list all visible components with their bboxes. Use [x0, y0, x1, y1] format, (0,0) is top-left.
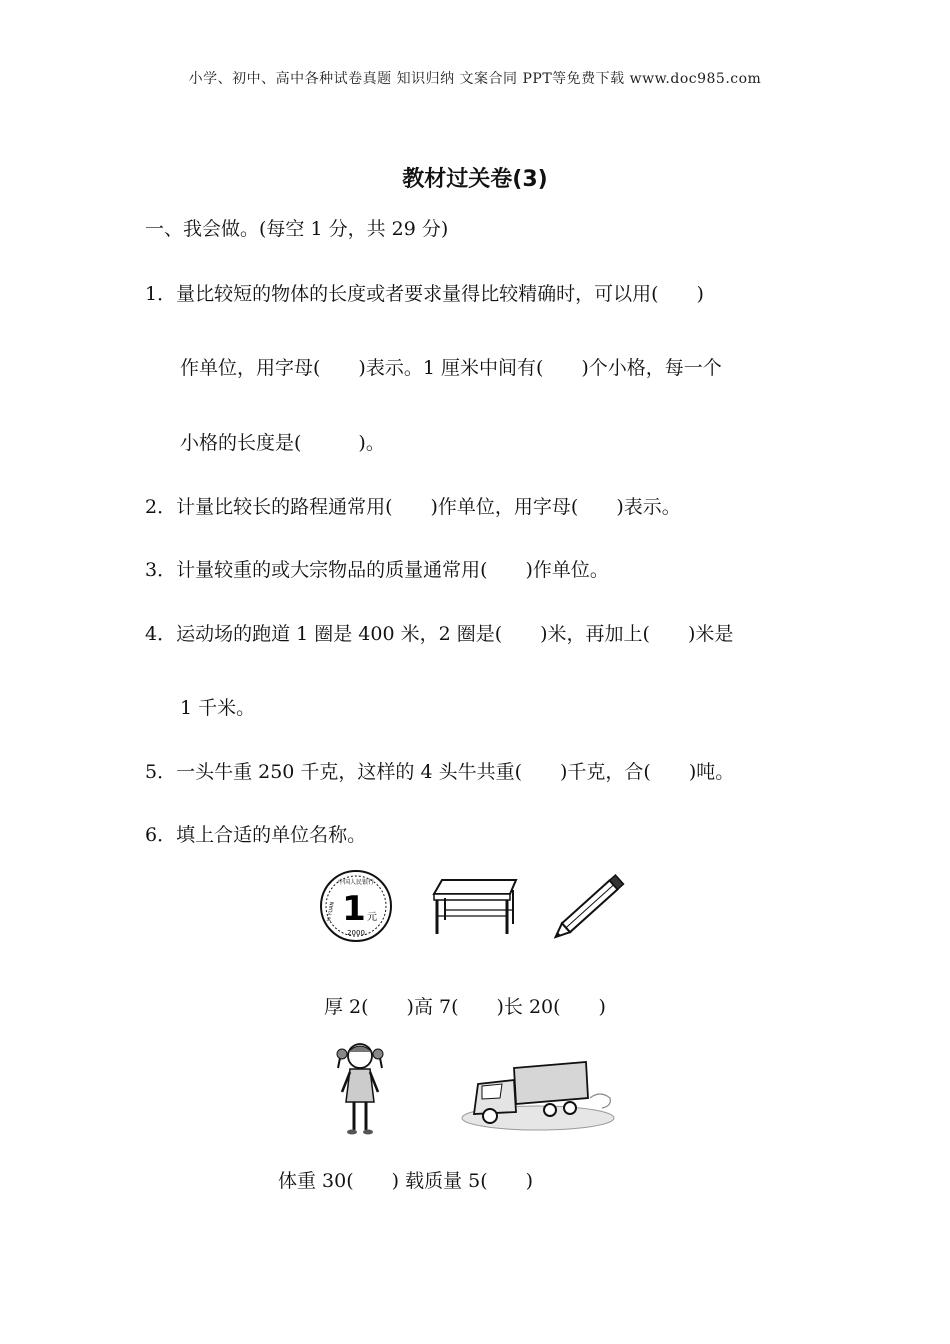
coin-digit: 1: [342, 889, 366, 929]
coin-year: 2000: [347, 929, 365, 937]
question-1-line-1: 1．量比较短的物体的长度或者要求量得比较精确时，可以用( ): [145, 283, 704, 305]
coin-side-text: YI YUAN: [326, 901, 336, 923]
pencil-illustration: [544, 866, 634, 948]
page-title: 教材过关卷(3): [402, 167, 548, 192]
question-4-line-1: 4．运动场的跑道 1 圈是 400 米，2 圈是( )米，再加上( )米是: [145, 623, 734, 645]
section-heading: 一、我会做。(每空 1 分，共 29 分): [145, 218, 449, 240]
truck-illustration: [458, 1054, 616, 1134]
question-5: 5．一头牛重 250 千克，这样的 4 头牛共重( )千克，合( )吨。: [145, 761, 735, 783]
question-1-line-2: 作单位，用字母( )表示。1 厘米中间有( )个小格，每一个: [180, 357, 722, 379]
row1-caption: 厚 2( )高 7( )长 20( ): [324, 996, 606, 1018]
question-6: 6．填上合适的单位名称。: [145, 824, 367, 846]
table-illustration: [430, 876, 520, 938]
question-2: 2．计量比较长的路程通常用( )作单位，用字母( )表示。: [145, 496, 681, 518]
question-4-line-2: 1 千米。: [180, 697, 256, 719]
coin-illustration: [316, 868, 396, 944]
coin-top-label: 中国人民银行: [337, 879, 375, 886]
question-1-line-3: 小格的长度是( )。: [180, 432, 385, 454]
question-3: 3．计量较重的或大宗物品的质量通常用( )作单位。: [145, 559, 609, 581]
page-header: 小学、初中、高中各种试卷真题 知识归纳 文案合同 PPT等免费下载 www.doc985.com: [188, 71, 762, 87]
coin-unit: 元: [367, 912, 377, 923]
girl-illustration: [330, 1038, 390, 1138]
row2-caption: 体重 30( ) 载质量 5( ): [278, 1170, 534, 1192]
